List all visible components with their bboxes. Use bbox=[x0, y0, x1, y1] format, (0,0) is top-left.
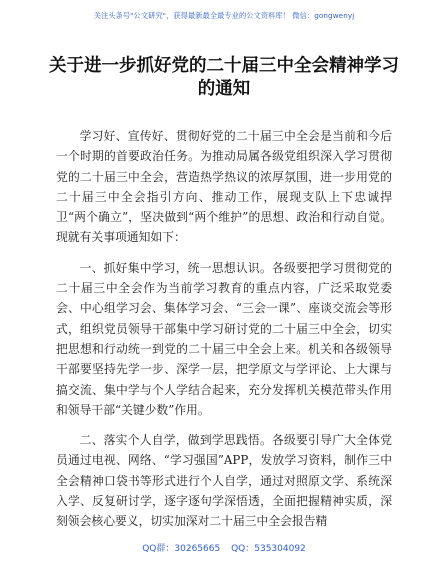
document-body bbox=[56, 126, 392, 542]
qq-group-contact: QQ群：30265665 bbox=[142, 544, 221, 554]
document-title bbox=[40, 55, 408, 101]
bottom-banner bbox=[0, 541, 448, 554]
title-line-1: 关于进一步抓好党的二十届三中全会精神学习 bbox=[49, 56, 399, 76]
paragraph-section-1: 一、抓好集中学习，统一思想认识。各级要把学习贯彻党的二十届三中全会作为当前学习教育的重点内容，广泛采取党委会、中心组学习会、集体学习会、“三会一课”、座谈交流会等形式，组织党员领导干部集中学习研讨党的二十届三中全会，切实把思想和行动统一到党的二十届三中全会上来。机关和各级领导干部要坚持先学一步、深学一层，把学原文与学评论、上大课与搞交流、集中学与个人学结合起来，充分发挥机关模范带头作用和领导干部“关键少数”作用。 bbox=[56, 260, 392, 417]
paragraph-section-2: 二、落实个人自学，做到学思践悟。各级要引导广大全体党员通过电视、网络、“学习强国”APP，发放学习资料，制作三中全会精神口袋书等形式进行个人自学，通过对照原文学、系统深入学、反复研讨学，逐字逐句学深悟透，全面把握精神实质，深刻领会核心要义，切实加深对二十届三中全会报告精 bbox=[56, 433, 392, 529]
qq-contact: QQ：535304092 bbox=[231, 544, 306, 554]
top-banner: 关注头条号"公文研究"，获得最新最全最专业的公文资料库！ 微信：gongwenyj bbox=[93, 11, 355, 20]
paragraph-intro: 学习好、宣传好、贯彻好党的二十届三中全会是当前和今后一个时期的首要政治任务。为推动局属各级党组织深入学习贯彻党的二十届三中全会，营造热学热议的浓厚氛围，进一步用党的二十届三中全会指引方向、推动工作，展现支队上下忠诚捍卫“两个确立”，坚决做到“两个维护”的思想、政治和行动自觉。现就有关事项通知如下： bbox=[56, 129, 392, 245]
title-line-2: 的通知 bbox=[197, 79, 251, 99]
